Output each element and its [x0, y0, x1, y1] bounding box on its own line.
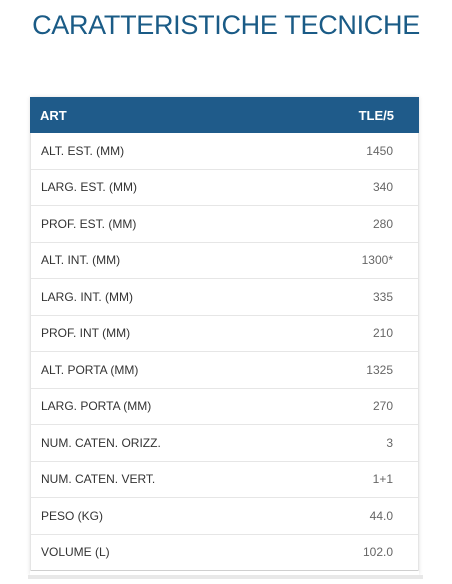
table-bottom-divider [28, 575, 423, 579]
row-label: PROF. EST. (MM) [41, 216, 137, 231]
row-value: 270 [372, 399, 393, 414]
table-row [31, 425, 418, 462]
row-label: LARG. INT. (MM) [41, 289, 133, 304]
row-value: 280 [372, 216, 393, 231]
row-label: PESO (KG) [41, 508, 104, 523]
table-row [31, 170, 418, 207]
row-label: PROF. INT (MM) [41, 326, 131, 341]
specifications-table [30, 97, 419, 575]
header-value: TLE/5 [358, 107, 394, 123]
table-body [30, 133, 419, 571]
row-label: LARG. PORTA (MM) [41, 399, 152, 414]
row-value: 1300* [361, 253, 393, 268]
table-row [31, 243, 418, 280]
row-label: VOLUME (L) [41, 545, 110, 560]
page-title: CARATTERISTICHE TECNICHE [32, 10, 420, 40]
row-value: 44.0 [369, 508, 393, 523]
table-row [31, 352, 418, 389]
table-row [31, 316, 418, 353]
row-value: 210 [372, 326, 393, 341]
row-value: 102.0 [362, 545, 393, 560]
table-row [31, 462, 418, 499]
row-label: LARG. EST. (MM) [41, 180, 138, 195]
table-row [31, 133, 418, 170]
row-label: ALT. PORTA (MM) [41, 362, 139, 377]
table-row [31, 535, 418, 572]
row-label: ALT. INT. (MM) [41, 253, 121, 268]
table-row [31, 498, 418, 535]
table-row [31, 389, 418, 426]
row-value: 3 [386, 435, 393, 450]
header-label: ART [40, 107, 67, 123]
row-value: 1450 [366, 143, 393, 158]
table-row [31, 279, 418, 316]
row-label: NUM. CATEN. VERT. [41, 472, 156, 487]
row-label: NUM. CATEN. ORIZZ. [41, 435, 161, 450]
row-value: 1+1 [372, 472, 393, 487]
row-value: 1325 [366, 362, 393, 377]
row-value: 340 [372, 180, 393, 195]
table-row [31, 206, 418, 243]
row-label: ALT. EST. (MM) [41, 143, 125, 158]
row-value: 335 [372, 289, 393, 304]
table-header-row [30, 97, 419, 133]
